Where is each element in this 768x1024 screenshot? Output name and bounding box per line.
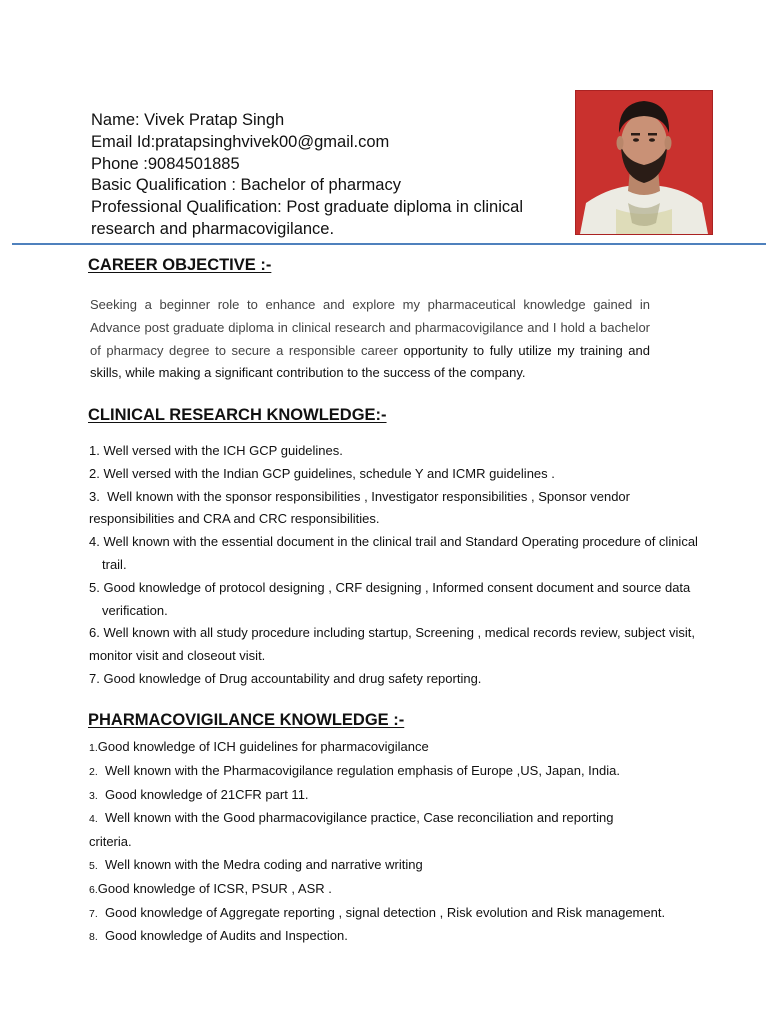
list-item: 1. Well versed with the ICH GCP guidelines. bbox=[89, 443, 343, 458]
list-item: 3. Good knowledge of 21CFR part 11. bbox=[89, 786, 309, 802]
pharmacovigilance-list bbox=[89, 736, 739, 949]
personal-details bbox=[91, 110, 561, 241]
name-line: Name: Vivek Pratap Singh bbox=[91, 111, 285, 129]
header-divider bbox=[12, 243, 766, 245]
clinical-research-list bbox=[89, 440, 739, 691]
list-item-continuation: verification. bbox=[102, 602, 168, 618]
email-line: Email Id:pratapsinghvivek00@gmail.com bbox=[91, 132, 390, 151]
list-item-continuation: trail. bbox=[102, 556, 127, 572]
list-item: 2. Well known with the Pharmacovigilance regulation emphasis of Europe ,US, Japan, India. bbox=[89, 762, 620, 778]
list-item: 3. Well known with the sponsor responsibilities , Investigator responsibilities , Sponsor vendor bbox=[89, 488, 630, 504]
list-item: 4. Well known with the Good pharmacovigilance practice, Case reconciliation and reporting bbox=[89, 810, 614, 826]
list-item: 7. Good knowledge of Aggregate reporting , signal detection , Risk evolution and Risk management. bbox=[89, 904, 666, 920]
career-objective-text-grey: Seeking a beginner role to enhance and explore my pharmaceutical knowledge gained in Advance post graduate diploma in clinical research and pharmacovigilance and I hold a bachelor of pharmacy degree to secure a responsible career bbox=[90, 297, 650, 358]
list-item-continuation: monitor visit and closeout visit. bbox=[89, 648, 266, 664]
list-item-continuation: responsibilities and CRA and CRC responsibilities. bbox=[89, 511, 380, 527]
list-item: 5. Well known with the Medra coding and narrative writing bbox=[89, 856, 423, 872]
list-item: 4. Well known with the essential document in the clinical trail and Standard Operating procedure of clinical bbox=[89, 534, 698, 550]
clinical-research-heading: CLINICAL RESEARCH KNOWLEDGE:- bbox=[88, 406, 387, 424]
list-item: 6. Well known with all study procedure including startup, Screening , medical records review, subject visit, bbox=[89, 625, 696, 641]
basic-qualification-line: Basic Qualification : Bachelor of pharmacy bbox=[91, 176, 401, 195]
professional-qualification-line: Professional Qualification: Post graduate diploma in clinical research and pharmacovigilance. bbox=[91, 198, 523, 238]
list-item: 1.Good knowledge of ICH guidelines for pharmacovigilance bbox=[89, 739, 429, 754]
career-objective-text-dark: opportunity to fully utilize my training and skills, while making a significant contribution to the success of the company. bbox=[90, 342, 650, 381]
career-objective-text bbox=[90, 294, 650, 385]
list-item: 7. Good knowledge of Drug accountability and drug safety reporting. bbox=[89, 670, 482, 686]
list-item: 6.Good knowledge of ICSR, PSUR , ASR . bbox=[89, 880, 332, 896]
list-item: 8. Good knowledge of Audits and Inspection. bbox=[89, 928, 348, 944]
list-item: 2. Well versed with the Indian GCP guidelines, schedule Y and ICMR guidelines . bbox=[89, 465, 555, 481]
list-item-continuation: criteria. bbox=[89, 834, 132, 850]
phone-line: Phone :9084501885 bbox=[91, 154, 240, 173]
career-objective-heading: CAREER OBJECTIVE :- bbox=[88, 256, 272, 274]
profile-photo bbox=[575, 90, 713, 235]
list-item: 5. Good knowledge of protocol designing , CRF designing , Informed consent document and source data bbox=[89, 579, 691, 595]
pharmacovigilance-heading: PHARMACOVIGILANCE KNOWLEDGE :- bbox=[88, 711, 405, 729]
